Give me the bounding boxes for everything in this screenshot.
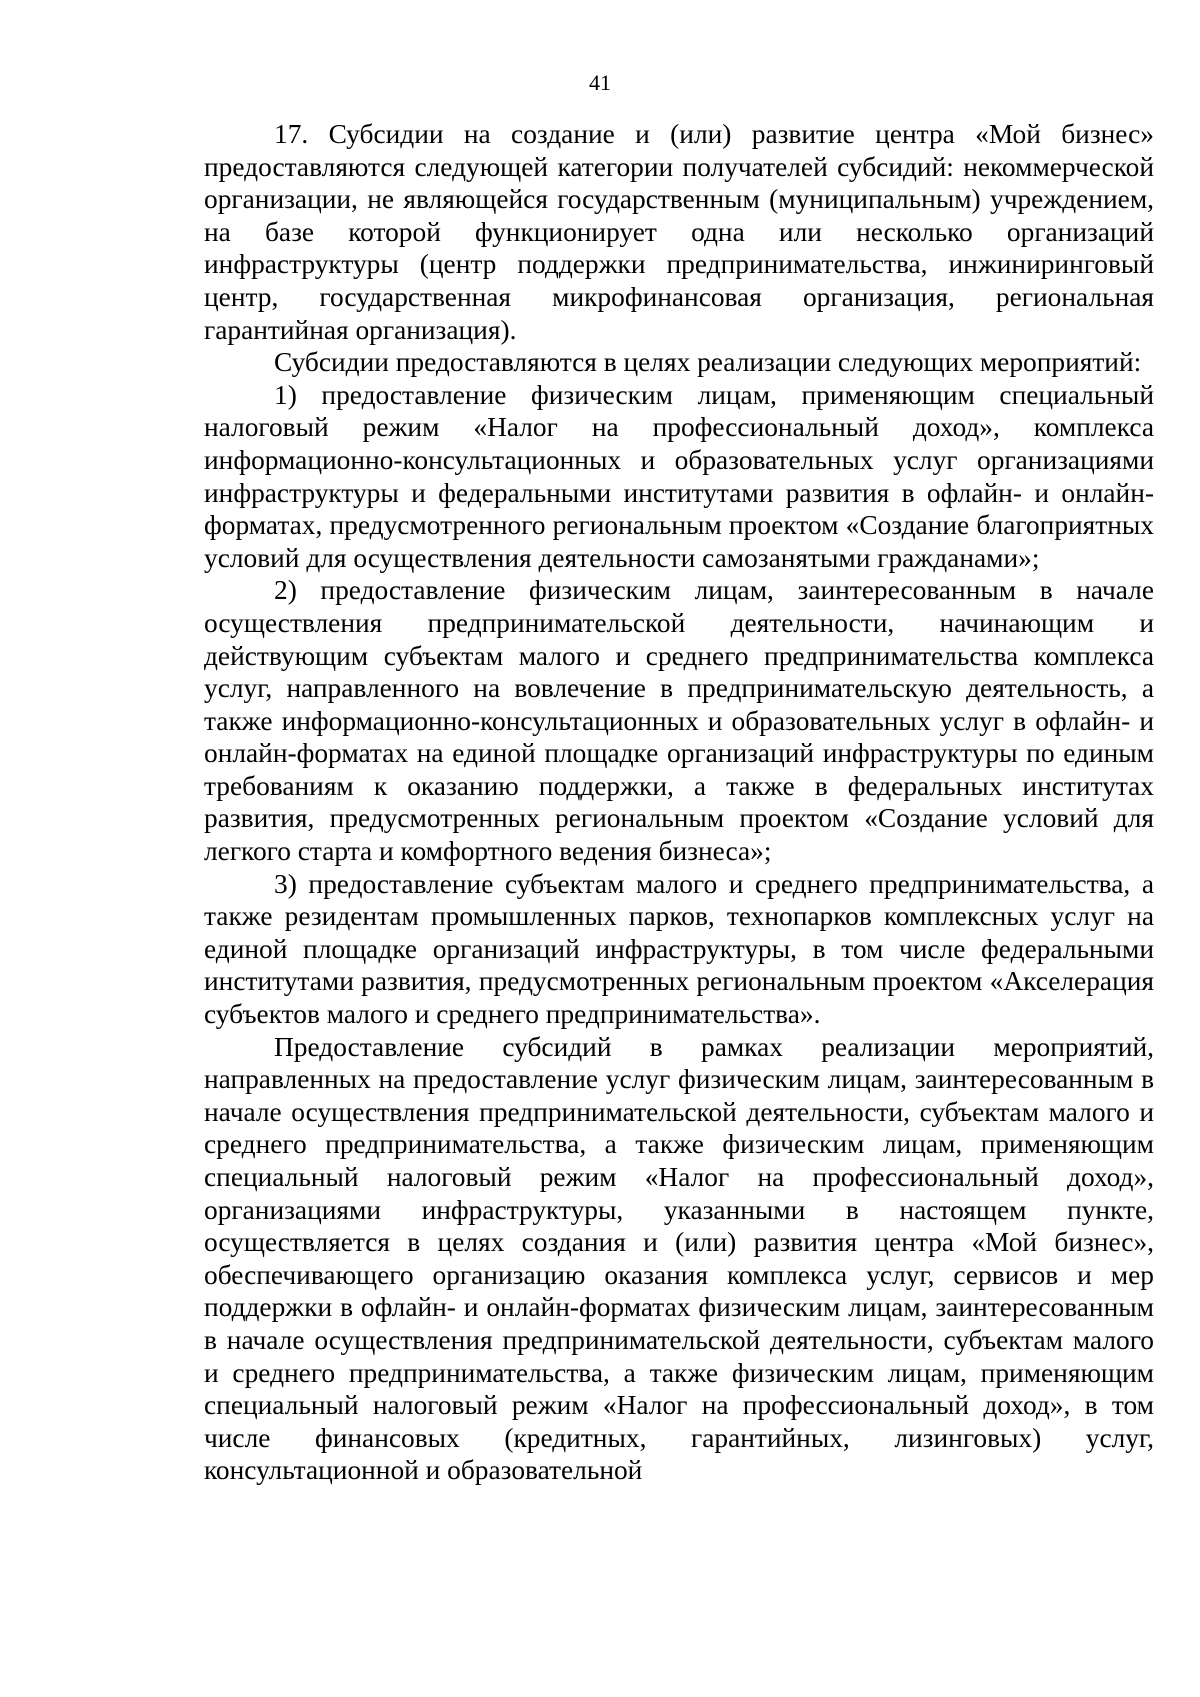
paragraph-provision-terms: Предоставление субсидий в рамках реализации мероприятий, направленных на предоставление услуг физическим лицам, заинтересованным в начале осуществления предпринимательской деятельности, субъектам малого и среднего предпринимательства, а также физическим лицам, применяющим специальный налоговый режим «Налог на профессиональный доход», организациями инфраструктуры, указанными в настоящем пункте, осуществляется в целях создания и (или) развития центра «Мой бизнес», обеспечивающего организацию оказания комплекса услуг, сервисов и мер поддержки в офлайн- и онлайн-форматах физическим лицам, заинтересованным в начале осуществления предпринимательской деятельности, субъектам малого и среднего предпринимательства, а также физическим лицам, применяющим специальный налоговый режим «Налог на профессиональный доход», в том числе финансовых (кредитных, гарантийных, лизинговых) услуг, консультационной и образовательной: [204, 1031, 1154, 1486]
page-number: 41: [589, 70, 611, 95]
paragraph-purpose-1: 1) предоставление физическим лицам, применяющим специальный налоговый режим «Налог на профессиональный доход», комплекса информационно-консультационных и образовательных услуг организациями инфраструктуры и федеральными институтами развития в офлайн- и онлайн-форматах, предусмотренного региональным проектом «Создание благоприятных условий для осуществления деятельности самозанятыми гражданами»;: [204, 379, 1154, 573]
paragraph-purpose-2: 2) предоставление физическим лицам, заинтересованным в начале осуществления предпринимательской деятельности, начинающим и действующим субъектам малого и среднего предпринимательства комплекса услуг, направленного на вовлечение в предпринимательскую деятельность, а также информационно-консультационных и образовательных услуг в офлайн- и онлайн-форматах на единой площадке организаций инфраструктуры по единым требованиям к оказанию поддержки, а также в федеральных институтах развития, предусмотренных региональным проектом «Создание условий для легкого старта и комфортного ведения бизнеса»;: [204, 575, 1154, 867]
document-body: [204, 118, 1154, 1487]
paragraph-purposes-intro: Субсидии предоставляются в целях реализации следующих мероприятий:: [274, 347, 1142, 378]
paragraph-purpose-3: 3) предоставление субъектам малого и среднего предпринимательства, а также резидентам промышленных парков, технопарков комплексных услуг на единой площадке организаций инфраструктуры, в том числе федеральными институтами развития, предусмотренных региональным проектом «Акселерация субъектов малого и среднего предпринимательства».: [204, 868, 1154, 1030]
paragraph-item-17: 17. Субсидии на создание и (или) развитие центра «Мой бизнес» предоставляются следующей категории получателей субсидий: некоммерческой организации, не являющейся государственным (муниципальным) учреждением, на базе которой функционирует одна или несколько организаций инфраструктуры (центр поддержки предпринимательства, инжиниринговый центр, государственная микрофинансовая организация, региональная гарантийная организация).: [204, 119, 1154, 345]
